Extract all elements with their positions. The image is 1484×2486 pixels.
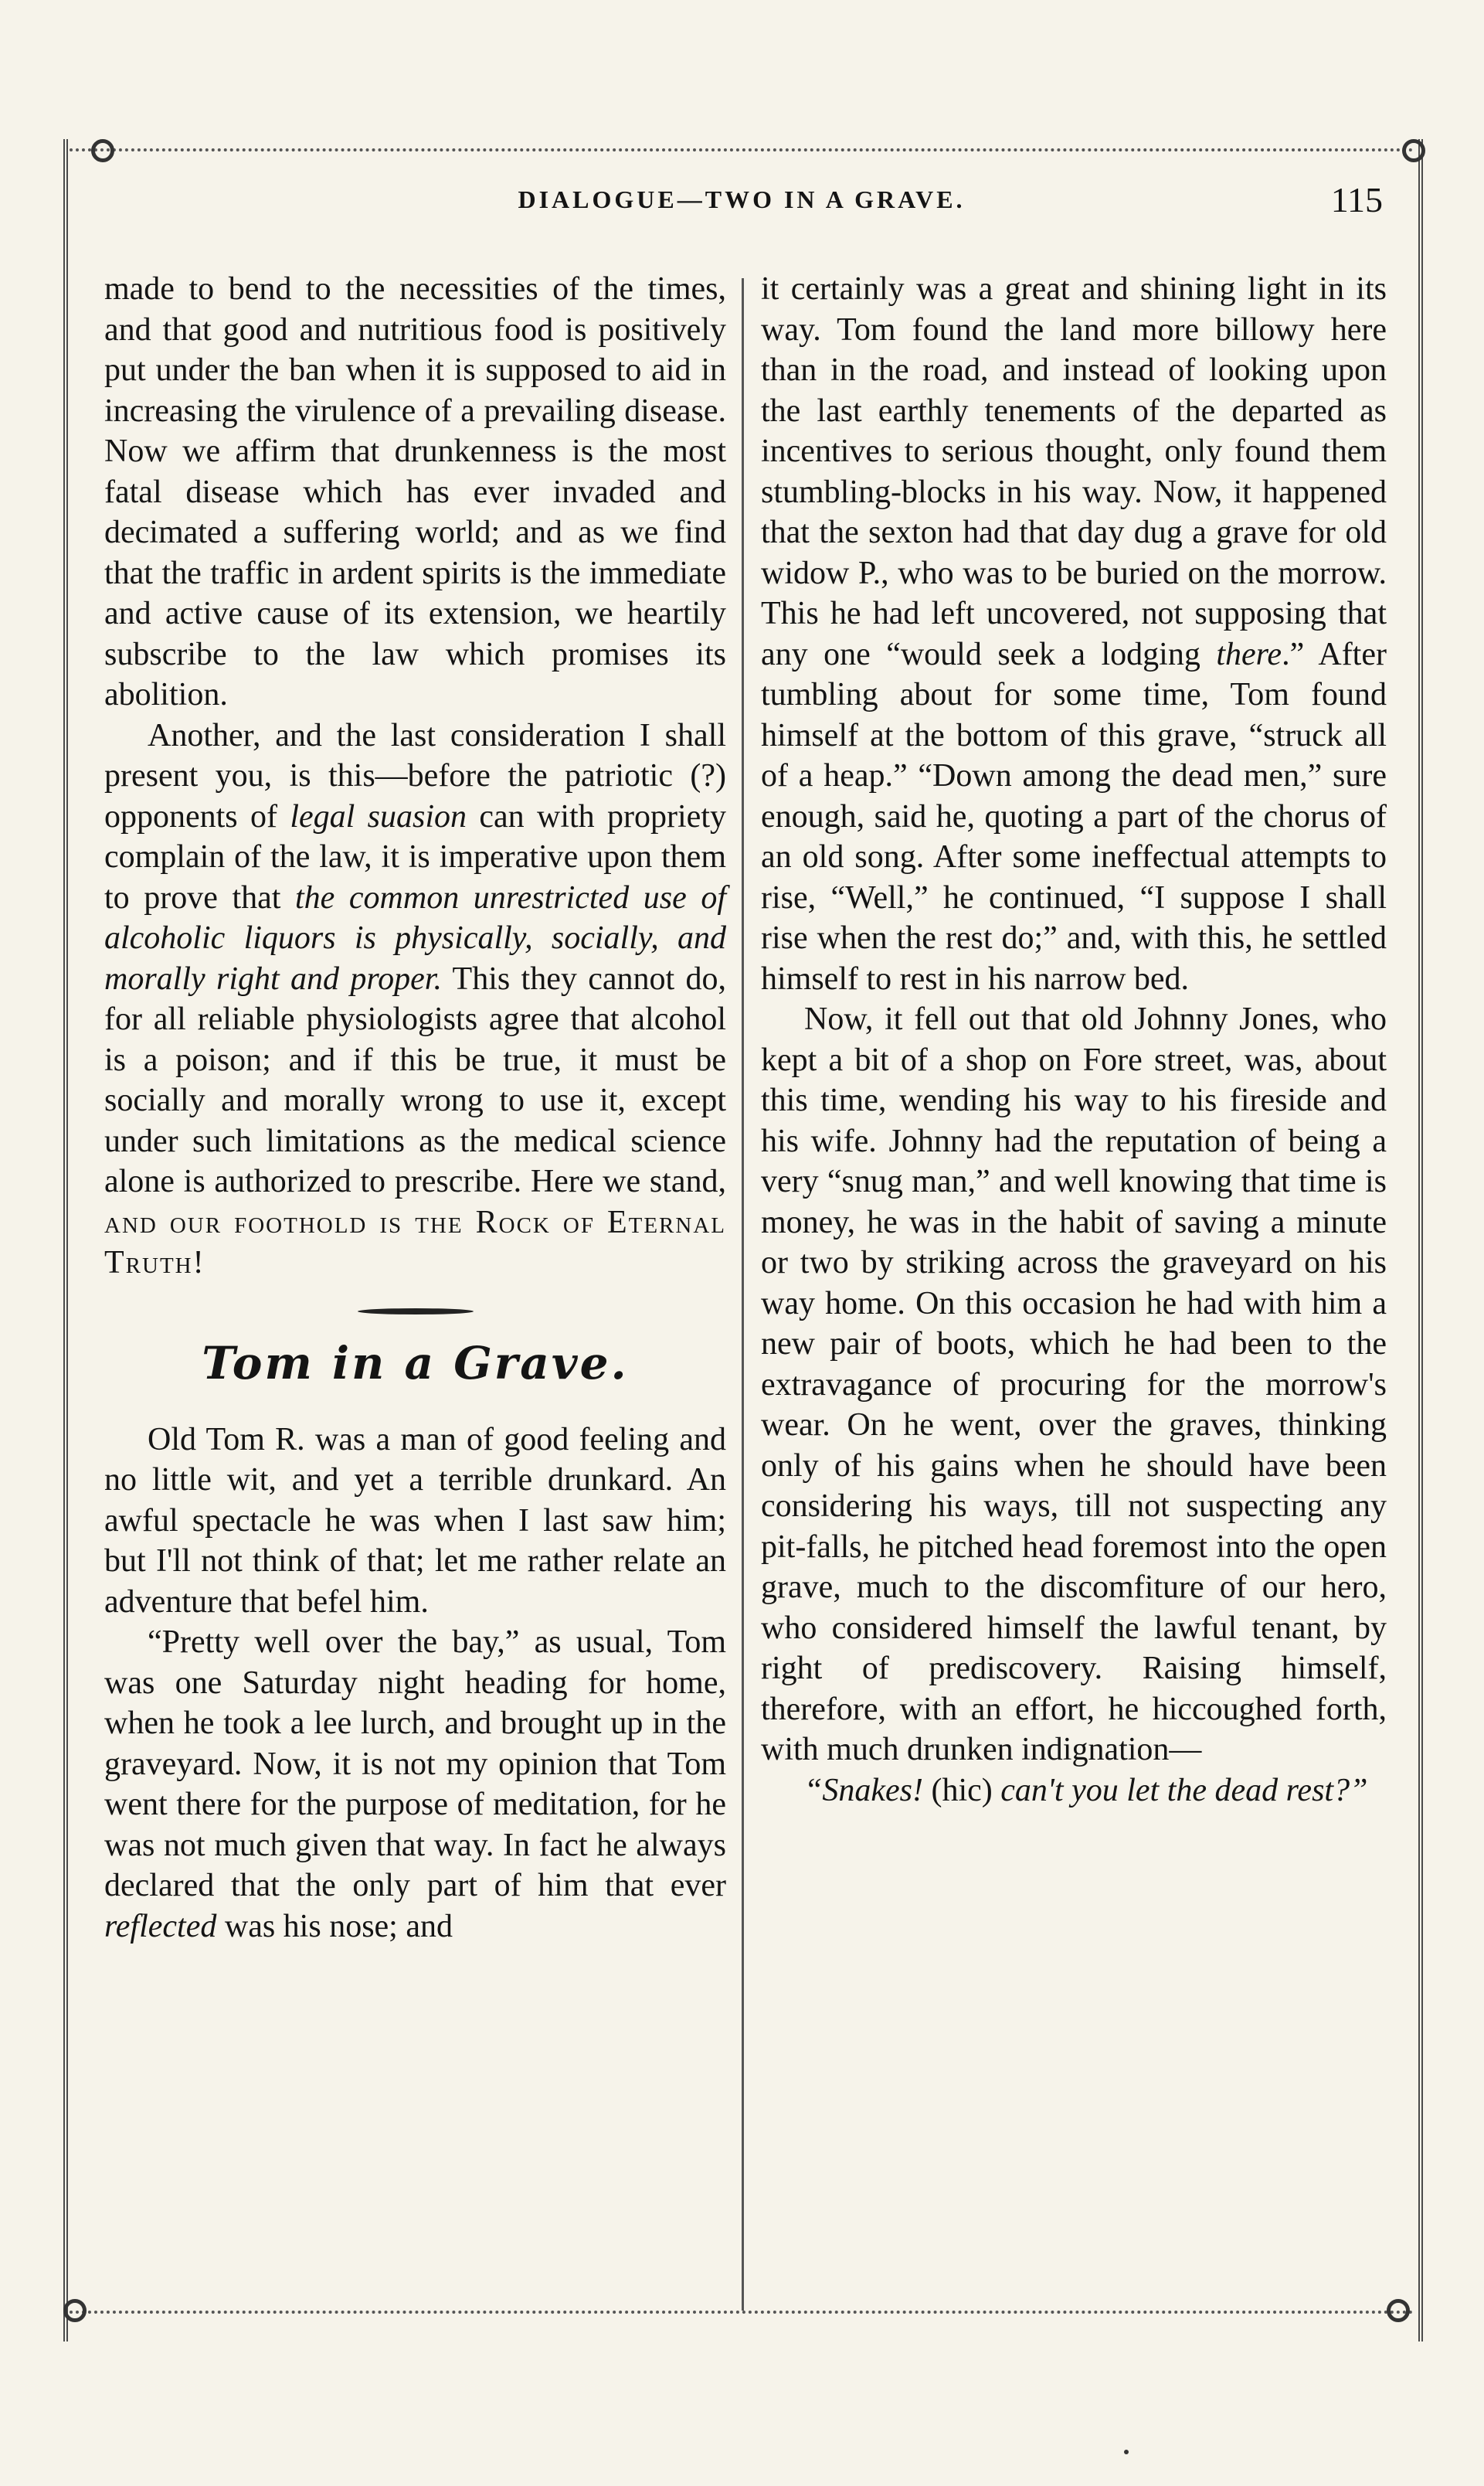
paragraph: it certainly was a great and shining light in its way. Tom found the land more billowy here than in the road, and instead of looking upon the last earthly tenements of the departed as incentives to serious thought, only found them stumbling-blocks in his way. Now, it happened that the sexton had that day dug a grave for old widow P., who was to be buried on the morrow. This he had left uncovered, not supposing that any one “would seek a lodging there.” After tumbling about for some time, Tom found himself at the bottom of this grave, “struck all of a heap.” “Down among the dead men,” sure enough, said he, quoting a part of the chorus of an old song. After some ineffectual attempts to rise, “Well,” he continued, “I suppose I shall rise when the rest do;” and, with this, he settled himself to rest in his narrow bed.	[761, 271, 1387, 997]
running-title: DIALOGUE—TWO IN A GRAVE.	[518, 185, 966, 213]
corner-ornament-icon	[63, 2299, 87, 2322]
page-header	[100, 179, 1383, 233]
small-caps-text: and our foothold is the Rock of Eternal Truth!	[104, 1204, 726, 1280]
italic-text: can't you let the dead rest?”	[1000, 1772, 1368, 1808]
column-divider	[742, 278, 744, 2311]
top-ornamental-rule	[70, 148, 1414, 151]
paragraph: “Pretty well over the bay,” as usual, Tom was one Saturday night heading for home, when he took a lee lurch, and brought up in the graveyard. Now, it is not my opinion that Tom went there for the purpose of meditation, for he was not much given that way. In fact he always declared that the only part of him that ever reflected was his nose; and	[104, 1624, 726, 1944]
section-title: Tom in a Grave.	[202, 1336, 629, 1389]
italic-text: reflected	[104, 1908, 217, 1944]
italic-text: “Snakes!	[804, 1772, 923, 1808]
paragraph: Old Tom R. was a man of good feeling and no little wit, and yet a terrible drunkard. An awful spectacle he was when I last saw him; but I'll not think of that; let me rather relate an adventure that befel him.	[104, 1421, 726, 1620]
paragraph: “Snakes! (hic) can't you let the dead rest?”	[804, 1772, 1368, 1808]
italic-text: there	[1216, 636, 1282, 672]
paragraph: Now, it fell out that old Johnny Jones, who kept a bit of a shop on Fore street, was, about this time, wending his way to his fireside and his wife. Johnny had the reputation of being a very “snug man,” and well knowing that time is money, he was in the habit of saving a minute or two by striking across the graveyard on his way home. On this occasion he had with him a new pair of boots, which he had been to the extravagance of procuring for the morrow's wear. On he went, over the graves, thinking only of his gains when he should have been considering his ways, till not suspecting any pit-falls, he pitched head foremost into the open grave, much to the discomfiture of our hero, who considered himself the lawful tenant, by right of prediscovery. Raising himself, therefore, with an effort, he hiccoughed forth, with much drunken indignation—	[761, 1002, 1387, 1767]
print-speck	[1124, 2450, 1129, 2454]
corner-ornament-icon	[1402, 139, 1425, 162]
italic-text: legal suasion	[290, 798, 467, 835]
italic-text: the common unrestricted use of alcoholic liquors is physically, socially, and morally right and proper.	[104, 879, 726, 997]
bottom-ornamental-rule	[70, 2311, 1414, 2314]
paragraph: made to bend to the necessities of the times, and that good and nutritious food is positively put under the ban when it is supposed to aid in increasing the virulence of a prevailing disease. Now we affirm that drunkenness is the most fatal disease which has ever invaded and decimated a suffering world; and as we find that the traffic in ardent spirits is the immediate and active cause of its extension, we heartily subscribe to the law which promises its abolition.	[104, 271, 726, 712]
section-divider-ornament	[104, 1304, 726, 1319]
corner-ornament-icon	[91, 139, 114, 162]
right-column	[761, 269, 1387, 1811]
corner-ornament-icon	[1387, 2299, 1410, 2322]
page-number: 115	[1330, 180, 1383, 219]
left-column	[104, 269, 726, 1947]
paragraph: Another, and the last consideration I shall present you, is this—before the patriotic (?) opponents of legal suasion can with propriety complain of the law, it is imperative upon them to prove that the common unrestricted use of alcoholic liquors is physically, socially, and morally right and proper. This they cannot do, for all reliable physiologists agree that alcohol is a poison; and if this be true, it must be socially and morally wrong to use it, except under such limitations as the medical science alone is authorized to prescribe. Here we stand, and our foothold is the Rock of Eternal Truth!	[104, 717, 726, 1280]
